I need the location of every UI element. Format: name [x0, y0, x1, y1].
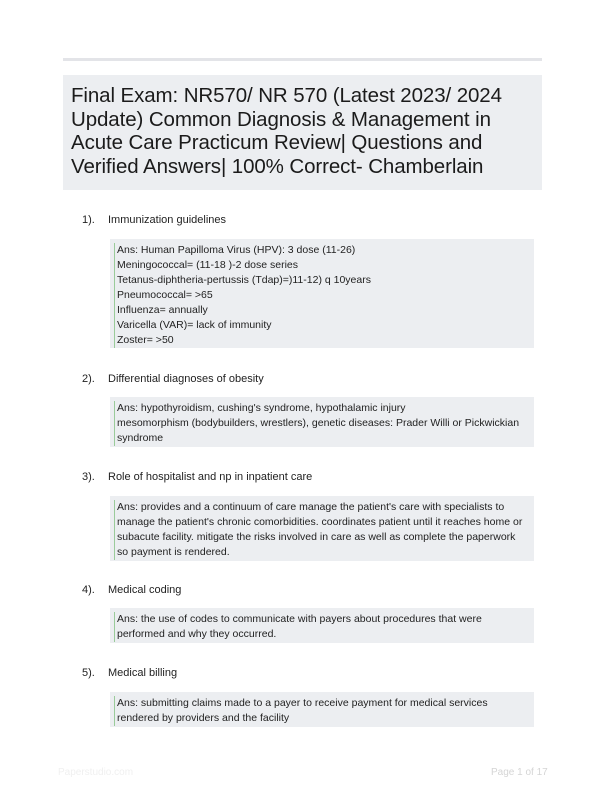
question-number: 3). [82, 471, 95, 483]
answer-line: Pneumococcal= >65 [117, 289, 213, 301]
footer-site: Paperstudio.com [58, 767, 134, 778]
page-number: Page 1 of 17 [491, 767, 548, 778]
answer-line: manage the patient's chronic comorbidities. coordinates patient until it reaches home or [117, 516, 523, 528]
title-banner [63, 75, 542, 190]
answer-line: syndrome [117, 432, 164, 444]
answer-line: rendered by providers and the facility [117, 712, 290, 724]
top-divider [63, 58, 542, 61]
question-number: 1). [82, 214, 95, 226]
question-text: Differential diagnoses of obesity [108, 373, 264, 385]
question-text: Role of hospitalist and np in inpatient care [108, 471, 313, 483]
answer-line: so payment is rendered. [117, 546, 230, 558]
answer-line: Meningococcal= (11-18 )-2 dose series [117, 259, 299, 271]
answer-box [110, 496, 534, 561]
question-number: 4). [82, 584, 95, 596]
answer-line: performed and why they occurred. [117, 628, 277, 640]
answer-line: mesomorphism (bodybuilders, wrestlers), genetic diseases: Prader Willi or Pickwickian [117, 417, 520, 429]
question-text: Medical coding [108, 584, 182, 596]
answer-line: Influenza= annually [117, 304, 208, 316]
answer-line: Ans: provides and a continuum of care manage the patient's care with specialists to [117, 501, 505, 513]
answer-line: Ans: Human Papilloma Virus (HPV): 3 dose (11-26) [117, 244, 356, 256]
answer-box [110, 397, 534, 447]
answer-line: Ans: the use of codes to communicate with payers about procedures that were [117, 613, 482, 625]
document-title: Final Exam: NR570/ NR 570 (Latest 2023/ 2024 Update) Common Diagnosis & Management in Acute Care Practicum Review| Questions and Verified Answers| 100% Correct- Chamberlain [71, 84, 502, 178]
answer-box [110, 608, 534, 643]
answer-line: Ans: hypothyroidism, cushing's syndrome, hypothalamic injury [117, 402, 406, 414]
answer-line: subacute facility. mitigate the risks involved in care as well as complete the paperwork [117, 531, 516, 543]
question-text: Medical billing [108, 667, 178, 679]
question-number: 5). [82, 667, 95, 679]
answer-box [110, 239, 534, 348]
answer-line: Zoster= >50 [117, 334, 174, 346]
question-number: 2). [82, 373, 95, 385]
answer-line: Ans: submitting claims made to a payer to receive payment for medical services [117, 697, 488, 709]
answer-box [110, 692, 534, 727]
answer-line: Varicella (VAR)= lack of immunity [117, 319, 272, 331]
question-text: Immunization guidelines [108, 214, 227, 226]
answer-line: Tetanus-diphtheria-pertussis (Tdap)=)11-12) q 10years [117, 274, 371, 286]
